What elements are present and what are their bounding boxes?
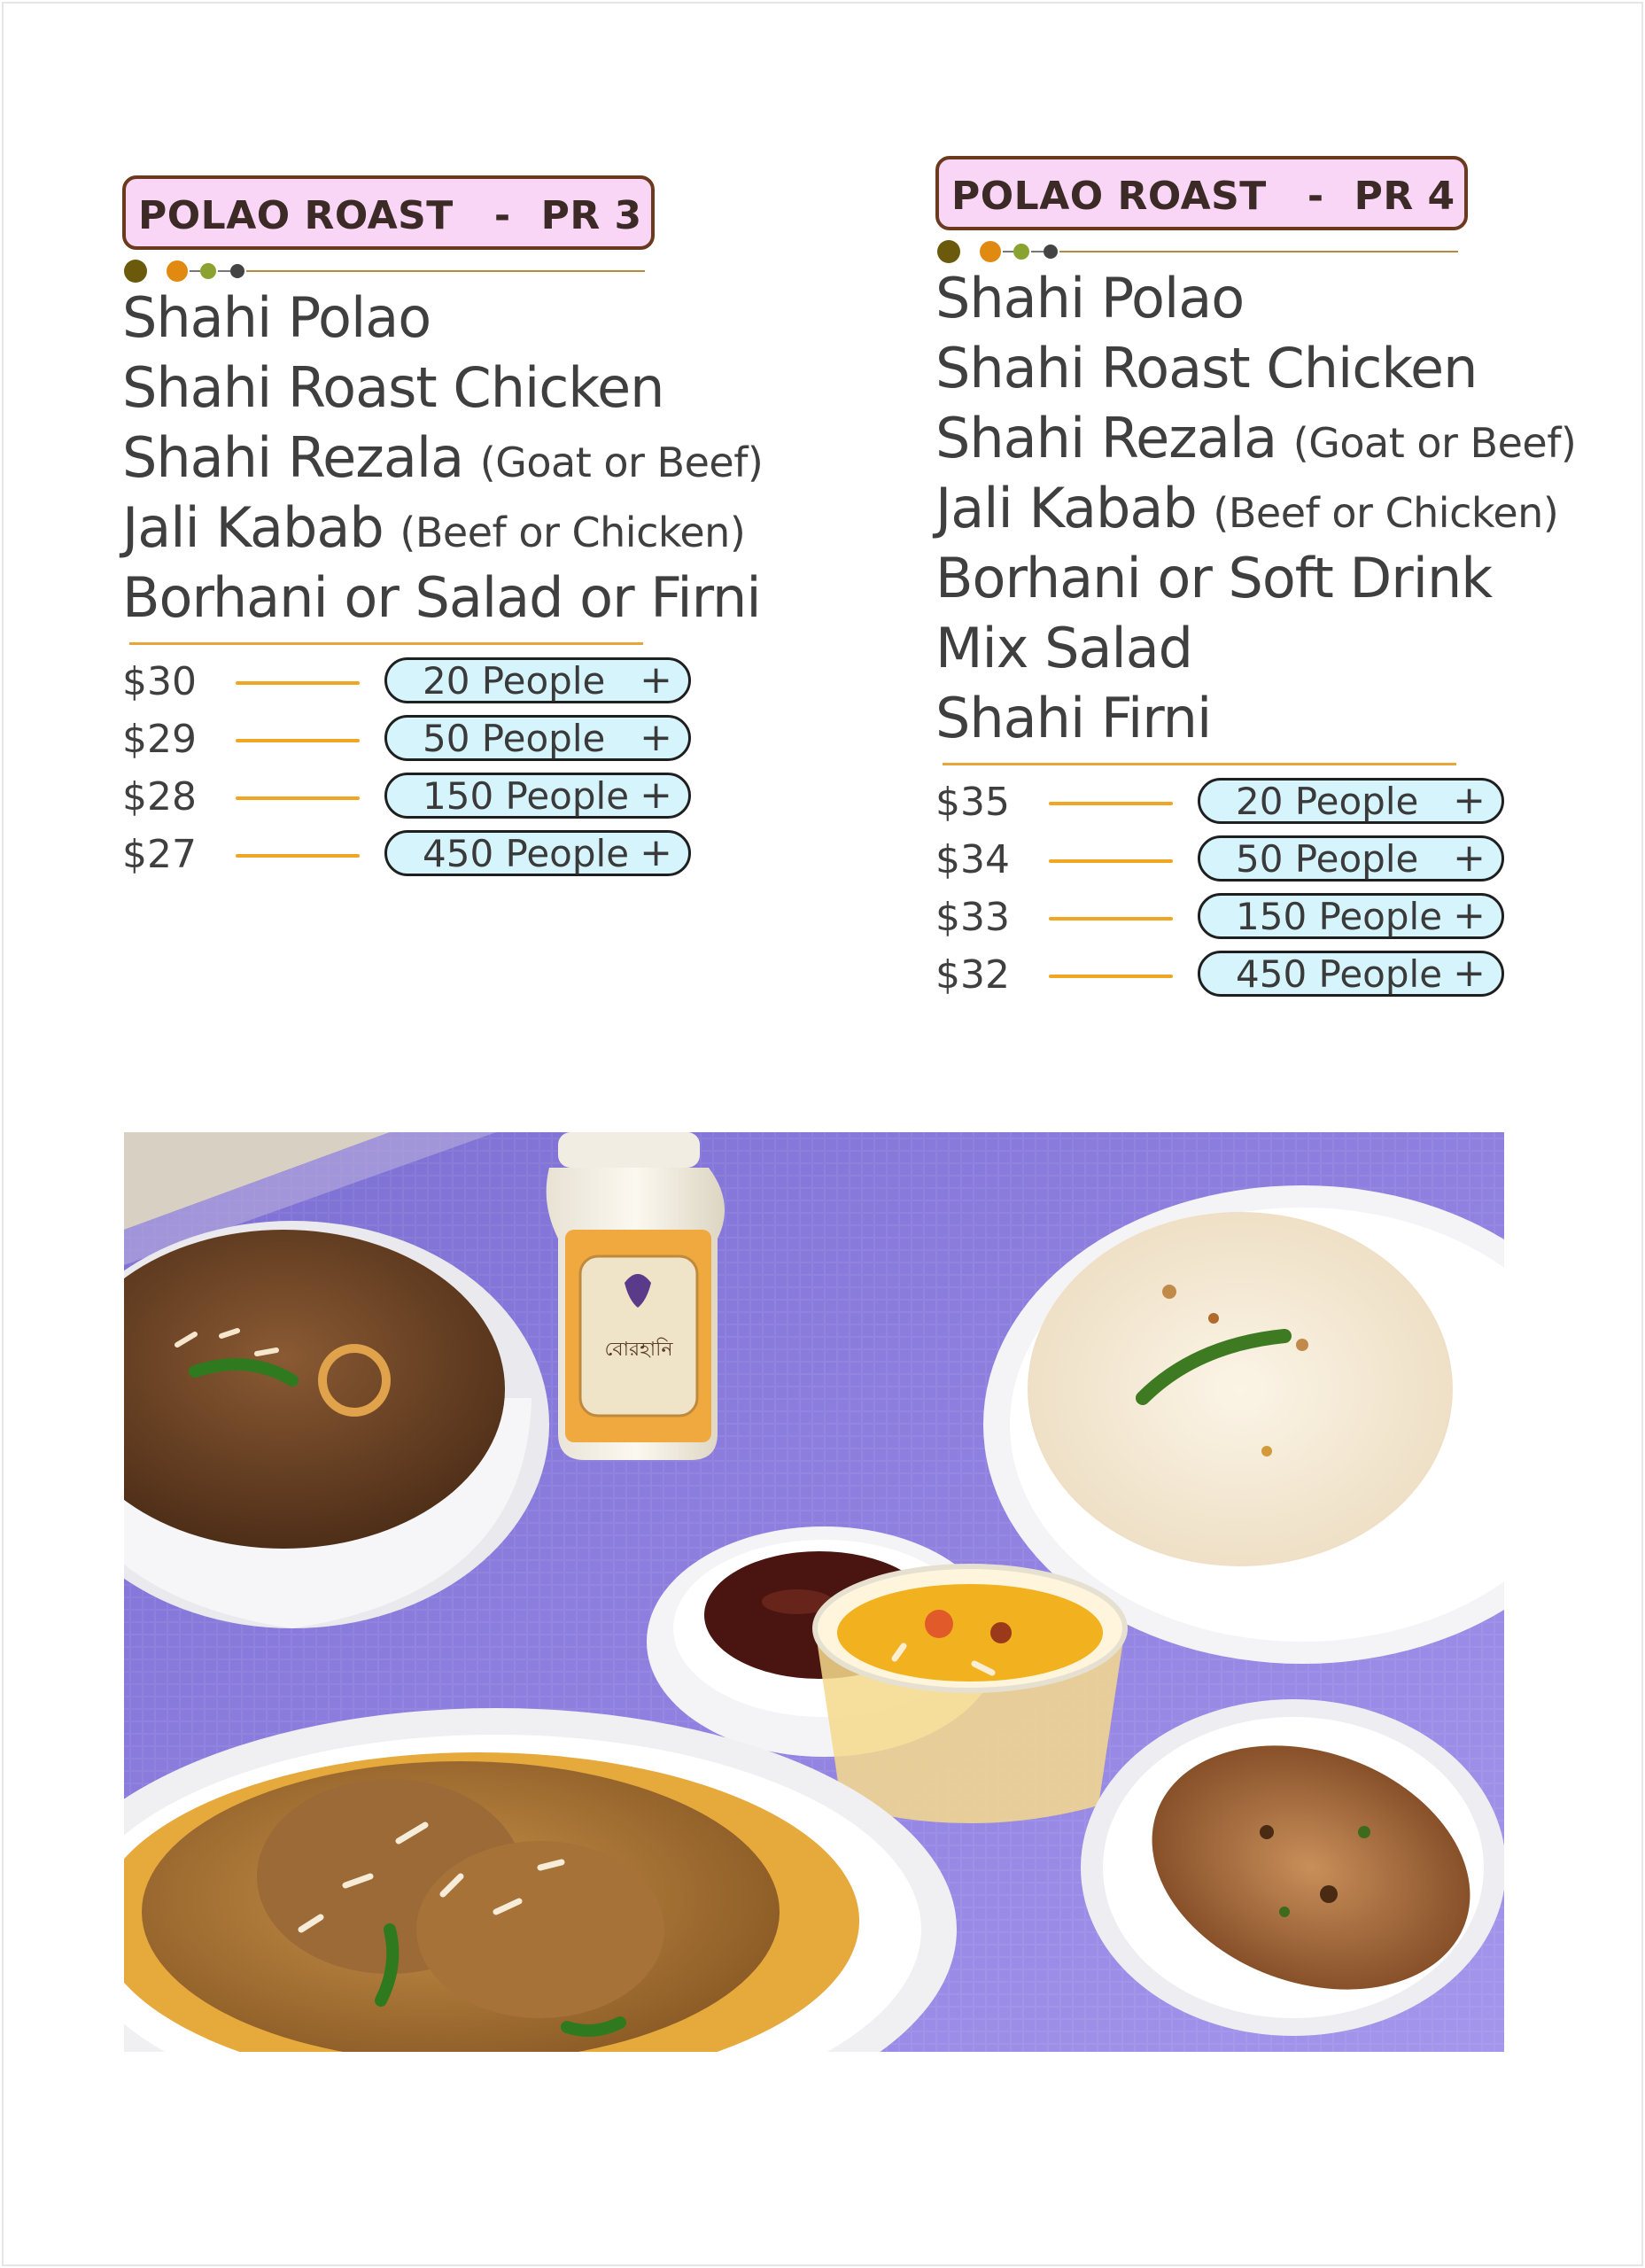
package-code: PR 4 (1354, 174, 1455, 219)
people-pill: 450 People + (384, 830, 691, 876)
price-row (935, 776, 1520, 834)
decorative-dots-divider (935, 236, 1467, 266)
price: $34 (935, 837, 1010, 882)
menu-item: Shahi Roast Chicken (122, 355, 664, 420)
menu-item: Jali Kabab (Beef or Chicken) (935, 476, 1559, 540)
package-pr4 (935, 156, 1577, 1006)
price: $29 (122, 717, 197, 762)
menu-item: Borhani or Salad or Firni (122, 565, 761, 630)
menu-item: Shahi Roast Chicken (935, 336, 1478, 400)
people-pill: 150 People + (1198, 893, 1504, 939)
people-pill: 450 People + (1198, 951, 1504, 997)
price-row (122, 656, 707, 713)
price-tiers (935, 776, 1520, 1006)
menu-items-list (935, 266, 1577, 756)
package-title: POLAO ROAST (951, 174, 1267, 219)
menu-item: Shahi Rezala (Goat or Beef) (122, 425, 764, 490)
menu-item: Mix Salad (935, 616, 1193, 680)
package-title: POLAO ROAST (138, 193, 454, 238)
price-connector-line (236, 796, 360, 800)
package-title-badge: POLAO ROAST - PR 3 (122, 175, 655, 250)
price-connector-line (236, 854, 360, 858)
people-pill: 150 People + (384, 773, 691, 819)
people-pill: 50 People + (1198, 835, 1504, 882)
price: $30 (122, 659, 197, 704)
people-pill: 20 People + (384, 657, 691, 703)
menu-item: Borhani or Soft Drink (935, 546, 1493, 610)
bottle-label-text: বোরহানি (604, 1339, 673, 1361)
food-photo-illustration (124, 1132, 1504, 2052)
people-pill: 20 People + (1198, 778, 1504, 824)
price-connector-line (236, 739, 360, 742)
price: $35 (935, 780, 1010, 825)
decorative-dots-divider (122, 255, 654, 285)
price-tiers (122, 656, 707, 886)
price: $32 (935, 952, 1010, 998)
price-connector-line (1049, 859, 1173, 863)
menu-item: Jali Kabab (Beef or Chicken) (122, 495, 746, 560)
section-divider (129, 642, 643, 645)
menu-item: Shahi Polao (935, 266, 1245, 330)
firni-cup (815, 1566, 1125, 1823)
price-connector-line (1049, 802, 1173, 805)
menu-item: Shahi Firni (935, 686, 1212, 750)
price-connector-line (236, 681, 360, 685)
price: $28 (122, 774, 197, 819)
borhani-bottle (547, 1132, 725, 1460)
price-connector-line (1049, 917, 1173, 920)
package-title-badge: POLAO ROAST - PR 4 (935, 156, 1468, 230)
food-photo (124, 1132, 1504, 2052)
price-row (935, 891, 1520, 949)
people-pill: 50 People + (384, 715, 691, 761)
package-pr3 (122, 175, 764, 886)
price-row (122, 713, 707, 771)
jali-kabab-plate (1081, 1699, 1504, 2036)
price: $33 (935, 895, 1010, 940)
price-row (122, 828, 707, 886)
price-row (122, 771, 707, 828)
price: $27 (122, 832, 197, 877)
price-connector-line (1049, 975, 1173, 978)
package-code: PR 3 (540, 193, 642, 238)
section-divider (943, 763, 1456, 765)
menu-item: Shahi Rezala (Goat or Beef) (935, 406, 1577, 470)
price-row (935, 834, 1520, 891)
menu-items-list (122, 285, 764, 635)
price-row (935, 949, 1520, 1006)
menu-item: Shahi Polao (122, 285, 431, 350)
